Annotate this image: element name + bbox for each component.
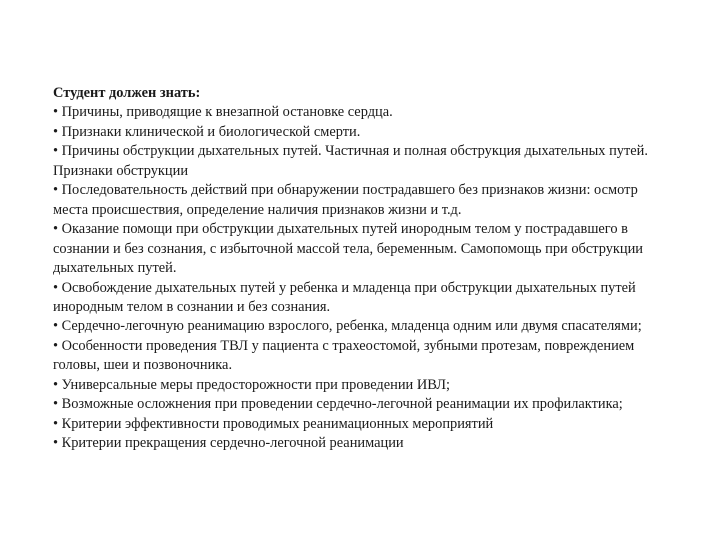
list-item: • Сердечно-легочную реанимацию взрослого, ребенка, младенца одним или двумя спасателями; xyxy=(53,318,642,335)
list-item: • Критерии эффективности проводимых реанимационных мероприятий xyxy=(53,415,494,432)
heading: Студент должен знать: xyxy=(53,85,201,101)
list-item: • Возможные осложнения при проведении сердечно-легочной реанимации их профилактика; xyxy=(53,396,623,413)
list-item: • Причины обструкции дыхательных путей. Частичная и полная обструкция дыхательных путей. Признаки обструкции xyxy=(53,143,648,179)
list-item: • Освобождение дыхательных путей у ребенка и младенца при обструкции дыхательных путей инородным телом в сознании и без сознания. xyxy=(53,279,636,315)
content-text-block xyxy=(53,84,673,454)
list-item: • Универсальные меры предосторожности при проведении ИВЛ; xyxy=(53,376,451,393)
list-item: • Последовательность действий при обнаружении пострадавшего без признаков жизни: осмотр места происшествия, определение наличия признаков жизни и т.д. xyxy=(53,182,638,218)
list-item: • Признаки клинической и биологической смерти. xyxy=(53,123,361,140)
list-item: • Оказание помощи при обструкции дыхательных путей инородным телом у пострадавшего в сознании и без сознания, с избыточной массой тела, беременным. Самопомощь при обструкции дыхательных путей. xyxy=(53,221,644,277)
list-item: • Критерии прекращения сердечно-легочной реанимации xyxy=(53,435,404,452)
list-item: • Причины, приводящие к внезапной остановке сердца. xyxy=(53,104,393,121)
list-item: • Особенности проведения ТВЛ у пациента с трахеостомой, зубными протезам, повреждением головы, шеи и позвоночника. xyxy=(53,337,635,374)
